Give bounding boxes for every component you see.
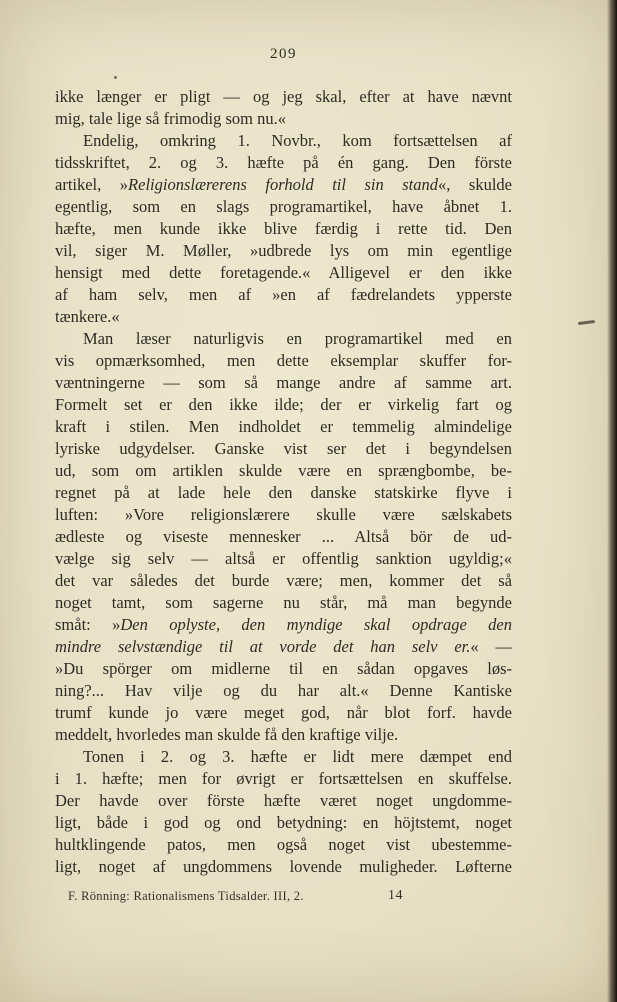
text-segment: i 1. hæfte; men for øvrigt er fortsættelsen en skuffelse.: [55, 769, 512, 788]
text-line: [55, 724, 512, 746]
italic-text: Religionslærerens forhold til sin stand: [128, 175, 439, 194]
text-line: [55, 196, 512, 218]
text-segment: trumf kunde jo være meget god, når blot forf. havde: [55, 703, 512, 722]
text-segment: kraft i stilen. Men indholdet er temmelig almindelige: [55, 417, 512, 436]
text-line: [55, 86, 512, 108]
text-line: [55, 372, 512, 394]
text-segment: artikel, »: [55, 175, 129, 194]
text-segment: ligt, både i god og ond betydning: en höjtstemt, noget: [55, 813, 512, 832]
text-segment: meddelt, hvorledes man skulde få den kraftige vilje.: [55, 725, 399, 744]
italic-text: mindre selvstændige til at vorde det han selv er.: [55, 637, 471, 656]
paper-speck: [114, 76, 117, 79]
text-segment: egentlig, som en slags programartikel, have åbnet 1.: [55, 197, 512, 216]
text-line: [55, 416, 512, 438]
text-segment: det var således det burde være; men, kommer det så: [55, 571, 512, 590]
text-line: [55, 768, 512, 790]
text-line: [55, 394, 512, 416]
text-line: [55, 548, 512, 570]
italic-text: Den oplyste, den myndige skal opdrage den: [120, 615, 512, 634]
text-line: [55, 174, 512, 196]
text-segment: luften: »Vore religionslærere skulle være sælskabets: [55, 505, 512, 524]
text-line: [55, 460, 512, 482]
text-line: [55, 350, 512, 372]
text-line: [55, 834, 512, 856]
text-segment: mig, tale lige så frimodig som nu.«: [55, 109, 286, 128]
text-segment: ligt, noget af ungdommens lovende muligheder. Løfterne: [55, 857, 512, 876]
text-line: [55, 680, 512, 702]
text-segment: Man læser naturligvis en programartikel med en: [83, 329, 512, 348]
text-line: [55, 658, 512, 680]
footer-citation: F. Rönning: Rationalismens Tidsalder. III, 2.: [68, 889, 304, 903]
page-footer: [68, 889, 525, 904]
text-segment: Endelig, omkring 1. Novbr., kom fortsættelsen af: [83, 131, 512, 150]
text-line: [55, 108, 512, 130]
text-line: [55, 790, 512, 812]
text-segment: Formelt set er den ikke ilde; der er virkelig fart og: [55, 395, 512, 414]
text-segment: vis opmærksomhed, men dette eksemplar skuffer for-: [55, 351, 512, 370]
text-segment: lyriske udgydelser. Ganske vist ser det i begyndelsen: [55, 439, 512, 458]
text-segment: ikke længer er pligt — og jeg skal, efter at have nævnt: [55, 87, 512, 106]
text-segment: hæfte, men kunde ikke blive færdig i rette tid. Den: [55, 219, 512, 238]
text-line: [55, 262, 512, 284]
text-segment: ædleste og viseste mennesker ... Altså bör de ud-: [55, 527, 512, 546]
text-line: [55, 702, 512, 724]
text-segment: Der havde over förste hæfte været noget ungdomme-: [55, 791, 512, 810]
text-segment: småt: »: [55, 615, 121, 634]
text-segment: hultklingende patos, men også noget vist ubestemme-: [55, 835, 512, 854]
footer-sheet-number: 14: [388, 888, 403, 903]
text-line: [55, 526, 512, 548]
text-segment: ning?... Hav vilje og du har alt.« Denne Kantiske: [55, 681, 512, 700]
text-segment: af ham selv, men af »en af fædrelandets ypperste: [55, 285, 512, 304]
text-segment: vælge sig selv — altså er offentlig sanktion ugyldig;«: [55, 549, 512, 568]
text-segment: tænkere.«: [55, 307, 120, 326]
text-line: [55, 328, 512, 350]
text-segment: « —: [470, 637, 512, 656]
text-segment: tidsskriftet, 2. og 3. hæfte på én gang. Den förste: [55, 153, 512, 172]
text-line: [55, 152, 512, 174]
text-segment: vil, siger M. Møller, »udbrede lys om min egentlige: [55, 241, 512, 260]
text-segment: noget tamt, som sagerne nu står, må man begynde: [55, 593, 512, 612]
text-segment: »Du spörger om midlerne til en sådan opgaves løs-: [55, 659, 512, 678]
text-line: [55, 856, 512, 878]
text-line: [55, 438, 512, 460]
margin-mark: [578, 320, 595, 325]
text-line: [55, 218, 512, 240]
scan-edge-shadow: [607, 0, 617, 1002]
text-line: [55, 614, 512, 636]
page-body: [55, 86, 512, 878]
text-segment: ud, som om artiklen skulde være en sprængbombe, be-: [55, 461, 512, 480]
text-segment: regnet på at lade hele den danske statskirke flyve i: [55, 483, 512, 502]
text-line: [55, 592, 512, 614]
text-line: [55, 284, 512, 306]
text-line: [55, 482, 512, 504]
text-line: [55, 570, 512, 592]
text-segment: «, skulde: [438, 175, 512, 194]
text-segment: Tonen i 2. og 3. hæfte er lidt mere dæmpet end: [83, 747, 512, 766]
text-line: [55, 306, 512, 328]
text-segment: hensigt med dette foretagende.« Alligevel er den ikke: [55, 263, 512, 282]
page-number: 209: [270, 46, 297, 62]
text-line: [55, 240, 512, 262]
text-line: [55, 746, 512, 768]
text-segment: væntningerne — som så mange andre af samme art.: [55, 373, 512, 392]
text-line: [55, 636, 512, 658]
text-line: [55, 130, 512, 152]
text-line: [55, 812, 512, 834]
text-line: [55, 504, 512, 526]
